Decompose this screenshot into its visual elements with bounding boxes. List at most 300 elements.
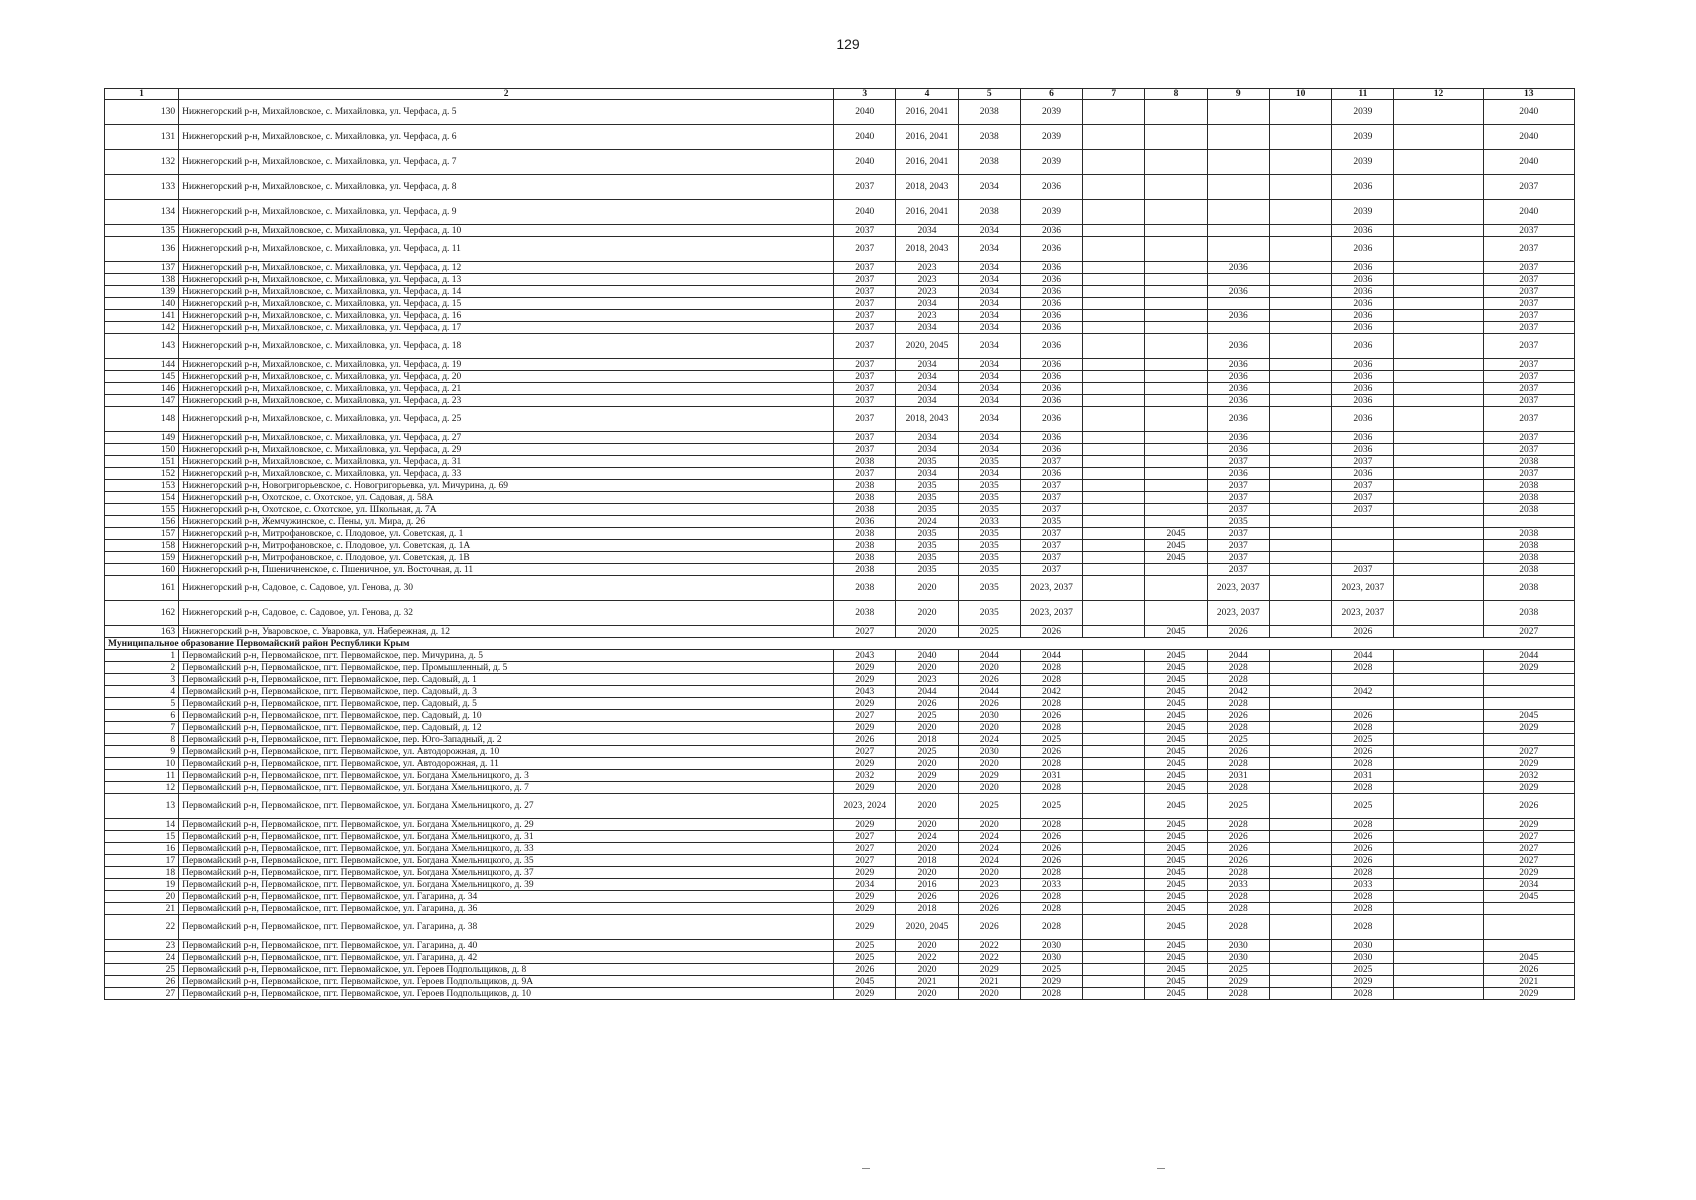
table-row [105,746,1575,758]
year-cell-c12 [1394,175,1483,200]
year-cell-c4: 2020 [896,843,958,855]
year-cell-c11 [1332,698,1394,710]
year-cell-c13: 2032 [1483,770,1574,782]
address-cell: Нижнегорский р-н, Михайловское, с. Михайловка, ул. Черфаса, д. 17 [179,322,834,334]
year-cell-c7 [1083,444,1145,456]
year-cell-c8: 2045 [1145,831,1207,843]
year-cell-c12 [1394,480,1483,492]
row-number-cell: 18 [105,867,179,879]
year-cell-c5: 2035 [958,540,1020,552]
year-cell-c13: 2045 [1483,891,1574,903]
year-cell-c10 [1269,237,1331,262]
year-cell-c11 [1332,674,1394,686]
year-cell-c11: 2039 [1332,200,1394,225]
row-number-cell: 157 [105,528,179,540]
section-header-row [105,638,1575,650]
year-cell-c13: 2045 [1483,952,1574,964]
year-cell-c11: 2037 [1332,564,1394,576]
year-cell-c6: 2028 [1020,722,1082,734]
year-cell-c8: 2045 [1145,662,1207,674]
year-cell-c9: 2037 [1207,564,1269,576]
row-number-cell: 138 [105,274,179,286]
column-header: 7 [1083,89,1145,100]
year-cell-c3: 2026 [834,734,896,746]
address-cell: Первомайский р-н, Первомайское, пгт. Первомайское, ул. Богдана Хмельницкого, д. 35 [179,855,834,867]
year-cell-c5: 2024 [958,831,1020,843]
year-cell-c9 [1207,274,1269,286]
year-cell-c5: 2034 [958,359,1020,371]
table-row [105,492,1575,504]
year-cell-c6: 2028 [1020,819,1082,831]
year-cell-c7 [1083,262,1145,274]
year-cell-c13: 2037 [1483,444,1574,456]
year-cell-c3: 2037 [834,262,896,274]
address-cell: Нижнегорский р-н, Жемчужинское, с. Пены, ул. Мира, д. 26 [179,516,834,528]
year-cell-c3: 2023, 2024 [834,794,896,819]
year-cell-c3: 2034 [834,879,896,891]
year-cell-c3: 2038 [834,601,896,626]
year-cell-c3: 2029 [834,722,896,734]
year-cell-c13: 2027 [1483,626,1574,638]
year-cell-c3: 2037 [834,310,896,322]
year-cell-c5: 2034 [958,237,1020,262]
year-cell-c12 [1394,952,1483,964]
year-cell-c5: 2020 [958,662,1020,674]
row-number-cell: 1 [105,650,179,662]
row-number-cell: 152 [105,468,179,480]
year-cell-c6: 2036 [1020,395,1082,407]
year-cell-c11: 2026 [1332,855,1394,867]
row-number-cell: 144 [105,359,179,371]
table-row [105,274,1575,286]
row-number-cell: 163 [105,626,179,638]
year-cell-c9: 2029 [1207,976,1269,988]
year-cell-c9: 2026 [1207,626,1269,638]
year-cell-c8: 2045 [1145,988,1207,1000]
row-number-cell: 150 [105,444,179,456]
year-cell-c6: 2037 [1020,504,1082,516]
year-cell-c3: 2038 [834,504,896,516]
year-cell-c5: 2029 [958,964,1020,976]
year-cell-c11: 2036 [1332,444,1394,456]
year-cell-c8: 2045 [1145,674,1207,686]
year-cell-c9: 2023, 2037 [1207,601,1269,626]
year-cell-c6: 2036 [1020,225,1082,237]
section-title: Муниципальное образование Первомайский район Республики Крым [105,638,1575,650]
year-cell-c12 [1394,298,1483,310]
year-cell-c12 [1394,359,1483,371]
year-cell-c7 [1083,516,1145,528]
year-cell-c7 [1083,322,1145,334]
year-cell-c6: 2036 [1020,444,1082,456]
column-header: 9 [1207,89,1269,100]
year-cell-c8: 2045 [1145,734,1207,746]
year-cell-c12 [1394,903,1483,915]
year-cell-c12 [1394,540,1483,552]
year-cell-c12 [1394,782,1483,794]
year-cell-c6: 2028 [1020,988,1082,1000]
year-cell-c7 [1083,819,1145,831]
year-cell-c13: 2037 [1483,359,1574,371]
year-cell-c6: 2036 [1020,310,1082,322]
year-cell-c5: 2034 [958,286,1020,298]
year-cell-c3: 2037 [834,468,896,480]
year-cell-c12 [1394,395,1483,407]
year-cell-c9: 2025 [1207,794,1269,819]
year-cell-c8: 2045 [1145,782,1207,794]
year-cell-c4: 2020 [896,576,958,601]
year-cell-c5: 2026 [958,915,1020,940]
year-cell-c11: 2026 [1332,746,1394,758]
column-header: 3 [834,89,896,100]
year-cell-c8 [1145,371,1207,383]
year-cell-c3: 2025 [834,952,896,964]
year-cell-c9: 2026 [1207,855,1269,867]
year-cell-c7 [1083,576,1145,601]
year-cell-c8 [1145,125,1207,150]
year-cell-c3: 2038 [834,480,896,492]
year-cell-c11 [1332,528,1394,540]
address-cell: Первомайский р-н, Первомайское, пгт. Первомайское, ул. Гагарина, д. 40 [179,940,834,952]
year-cell-c13: 2037 [1483,371,1574,383]
year-cell-c5: 2035 [958,492,1020,504]
year-cell-c3: 2040 [834,200,896,225]
year-cell-c13: 2021 [1483,976,1574,988]
year-cell-c7 [1083,758,1145,770]
column-header: 4 [896,89,958,100]
year-cell-c6: 2036 [1020,286,1082,298]
row-number-cell: 160 [105,564,179,576]
year-cell-c12 [1394,200,1483,225]
year-cell-c8: 2045 [1145,770,1207,782]
year-cell-c4: 2016 [896,879,958,891]
year-cell-c10 [1269,540,1331,552]
year-cell-c10 [1269,855,1331,867]
page-number: 129 [836,36,860,52]
year-cell-c13: 2027 [1483,746,1574,758]
year-cell-c4: 2020 [896,988,958,1000]
table-row [105,125,1575,150]
column-header: 13 [1483,89,1574,100]
year-cell-c6: 2026 [1020,746,1082,758]
row-number-cell: 9 [105,746,179,758]
year-cell-c13: 2044 [1483,650,1574,662]
year-cell-c9 [1207,125,1269,150]
row-number-cell: 16 [105,843,179,855]
year-cell-c13 [1483,734,1574,746]
year-cell-c6: 2036 [1020,262,1082,274]
year-cell-c10 [1269,552,1331,564]
address-cell: Первомайский р-н, Первомайское, пгт. Первомайское, пер. Промышленный, д. 5 [179,662,834,674]
year-cell-c10 [1269,903,1331,915]
year-cell-c11: 2025 [1332,964,1394,976]
year-cell-c12 [1394,964,1483,976]
year-cell-c8: 2045 [1145,891,1207,903]
row-number-cell: 148 [105,407,179,432]
year-cell-c12 [1394,662,1483,674]
address-cell: Нижнегорский р-н, Михайловское, с. Михайловка, ул. Черфаса, д. 33 [179,468,834,480]
table-row [105,310,1575,322]
year-cell-c8: 2045 [1145,540,1207,552]
year-cell-c8 [1145,407,1207,432]
year-cell-c12 [1394,915,1483,940]
year-cell-c9: 2028 [1207,915,1269,940]
year-cell-c8: 2045 [1145,794,1207,819]
year-cell-c8 [1145,322,1207,334]
year-cell-c11: 2036 [1332,310,1394,322]
year-cell-c13: 2029 [1483,782,1574,794]
year-cell-c8 [1145,468,1207,480]
address-cell: Нижнегорский р-н, Михайловское, с. Михайловка, ул. Черфаса, д. 8 [179,175,834,200]
year-cell-c10 [1269,650,1331,662]
year-cell-c9: 2037 [1207,540,1269,552]
year-cell-c9: 2026 [1207,843,1269,855]
repair-schedule-table [104,88,1575,1000]
year-cell-c3: 2027 [834,626,896,638]
year-cell-c13 [1483,674,1574,686]
year-cell-c8 [1145,480,1207,492]
table-row [105,940,1575,952]
year-cell-c5: 2020 [958,722,1020,734]
year-cell-c10 [1269,940,1331,952]
year-cell-c6: 2037 [1020,480,1082,492]
year-cell-c7 [1083,794,1145,819]
year-cell-c13: 2040 [1483,200,1574,225]
year-cell-c13: 2029 [1483,867,1574,879]
year-cell-c6: 2036 [1020,322,1082,334]
address-cell: Нижнегорский р-н, Михайловское, с. Михайловка, ул. Черфаса, д. 19 [179,359,834,371]
year-cell-c7 [1083,662,1145,674]
year-cell-c9: 2036 [1207,334,1269,359]
year-cell-c10 [1269,175,1331,200]
year-cell-c10 [1269,662,1331,674]
year-cell-c4: 2020 [896,819,958,831]
row-number-cell: 15 [105,831,179,843]
table-row [105,480,1575,492]
row-number-cell: 6 [105,710,179,722]
year-cell-c3: 2029 [834,988,896,1000]
year-cell-c13: 2037 [1483,274,1574,286]
table-row [105,964,1575,976]
year-cell-c12 [1394,794,1483,819]
year-cell-c7 [1083,976,1145,988]
table-row [105,564,1575,576]
year-cell-c10 [1269,891,1331,903]
year-cell-c12 [1394,444,1483,456]
year-cell-c12 [1394,274,1483,286]
year-cell-c8: 2045 [1145,710,1207,722]
year-cell-c6: 2029 [1020,976,1082,988]
year-cell-c10 [1269,758,1331,770]
year-cell-c12 [1394,334,1483,359]
year-cell-c7 [1083,879,1145,891]
year-cell-c8 [1145,359,1207,371]
year-cell-c9: 2036 [1207,371,1269,383]
address-cell: Первомайский р-н, Первомайское, пгт. Первомайское, ул. Богдана Хмельницкого, д. 29 [179,819,834,831]
year-cell-c13: 2038 [1483,540,1574,552]
year-cell-c4: 2018 [896,903,958,915]
table-row [105,150,1575,175]
row-number-cell: 162 [105,601,179,626]
table-row [105,504,1575,516]
year-cell-c12 [1394,407,1483,432]
year-cell-c3: 2037 [834,237,896,262]
year-cell-c9: 2025 [1207,964,1269,976]
address-cell: Нижнегорский р-н, Михайловское, с. Михайловка, ул. Черфаса, д. 31 [179,456,834,468]
year-cell-c5: 2034 [958,262,1020,274]
address-cell: Нижнегорский р-н, Михайловское, с. Михайловка, ул. Черфаса, д. 27 [179,432,834,444]
year-cell-c6: 2036 [1020,407,1082,432]
year-cell-c13: 2037 [1483,286,1574,298]
year-cell-c3: 2029 [834,915,896,940]
year-cell-c3: 2029 [834,698,896,710]
row-number-cell: 27 [105,988,179,1000]
year-cell-c10 [1269,492,1331,504]
year-cell-c8 [1145,310,1207,322]
year-cell-c11: 2028 [1332,903,1394,915]
address-cell: Первомайский р-н, Первомайское, пгт. Первомайское, ул. Автодорожная, д. 10 [179,746,834,758]
table-row [105,100,1575,125]
year-cell-c7 [1083,492,1145,504]
address-cell: Первомайский р-н, Первомайское, пгт. Первомайское, ул. Богдана Хмельницкого, д. 39 [179,879,834,891]
year-cell-c11: 2026 [1332,710,1394,722]
year-cell-c5: 2044 [958,650,1020,662]
row-number-cell: 154 [105,492,179,504]
year-cell-c4: 2034 [896,468,958,480]
year-cell-c5: 2034 [958,383,1020,395]
year-cell-c9: 2042 [1207,686,1269,698]
row-number-cell: 147 [105,395,179,407]
year-cell-c3: 2026 [834,964,896,976]
address-cell: Первомайский р-н, Первомайское, пгт. Первомайское, ул. Героев Подпольщиков, д. 8 [179,964,834,976]
year-cell-c3: 2037 [834,383,896,395]
year-cell-c10 [1269,952,1331,964]
address-cell: Нижнегорский р-н, Михайловское, с. Михайловка, ул. Черфаса, д. 21 [179,383,834,395]
year-cell-c13: 2038 [1483,456,1574,468]
year-cell-c6: 2026 [1020,831,1082,843]
year-cell-c4: 2024 [896,831,958,843]
table-row [105,383,1575,395]
year-cell-c5: 2034 [958,225,1020,237]
year-cell-c8: 2045 [1145,528,1207,540]
year-cell-c9: 2037 [1207,480,1269,492]
year-cell-c7 [1083,528,1145,540]
row-number-cell: 8 [105,734,179,746]
address-cell: Нижнегорский р-н, Садовое, с. Садовое, ул. Генова, д. 32 [179,601,834,626]
year-cell-c4: 2035 [896,480,958,492]
year-cell-c9: 2028 [1207,867,1269,879]
year-cell-c4: 2023 [896,674,958,686]
year-cell-c10 [1269,564,1331,576]
year-cell-c4: 2016, 2041 [896,125,958,150]
year-cell-c13: 2045 [1483,710,1574,722]
table-row [105,225,1575,237]
year-cell-c7 [1083,564,1145,576]
year-cell-c7 [1083,686,1145,698]
year-cell-c7 [1083,843,1145,855]
year-cell-c6: 2026 [1020,855,1082,867]
year-cell-c4: 2034 [896,432,958,444]
year-cell-c11: 2026 [1332,626,1394,638]
year-cell-c13 [1483,915,1574,940]
row-number-cell: 134 [105,200,179,225]
year-cell-c13: 2026 [1483,794,1574,819]
year-cell-c4: 2040 [896,650,958,662]
year-cell-c13: 2027 [1483,843,1574,855]
year-cell-c9 [1207,150,1269,175]
year-cell-c5: 2034 [958,432,1020,444]
address-cell: Нижнегорский р-н, Михайловское, с. Михайловка, ул. Черфаса, д. 14 [179,286,834,298]
row-number-cell: 156 [105,516,179,528]
year-cell-c3: 2037 [834,322,896,334]
year-cell-c3: 2027 [834,710,896,722]
table-row [105,782,1575,794]
row-number-cell: 19 [105,879,179,891]
year-cell-c6: 2033 [1020,879,1082,891]
row-number-cell: 158 [105,540,179,552]
year-cell-c12 [1394,746,1483,758]
year-cell-c5: 2035 [958,564,1020,576]
year-cell-c11: 2023, 2037 [1332,601,1394,626]
year-cell-c11: 2028 [1332,782,1394,794]
table-row [105,903,1575,915]
year-cell-c4: 2044 [896,686,958,698]
table-row [105,395,1575,407]
address-cell: Первомайский р-н, Первомайское, пгт. Первомайское, пер. Юго-Западный, д. 2 [179,734,834,746]
column-header: 12 [1394,89,1483,100]
table-row [105,867,1575,879]
year-cell-c8 [1145,504,1207,516]
year-cell-c5: 2035 [958,504,1020,516]
year-cell-c11: 2037 [1332,456,1394,468]
year-cell-c13 [1483,516,1574,528]
year-cell-c3: 2027 [834,843,896,855]
year-cell-c5: 2035 [958,552,1020,564]
year-cell-c13: 2038 [1483,504,1574,516]
table-row [105,528,1575,540]
address-cell: Нижнегорский р-н, Михайловское, с. Михайловка, ул. Черфаса, д. 12 [179,262,834,274]
year-cell-c13 [1483,686,1574,698]
year-cell-c9 [1207,322,1269,334]
year-cell-c12 [1394,504,1483,516]
year-cell-c6: 2035 [1020,516,1082,528]
year-cell-c12 [1394,686,1483,698]
year-cell-c6: 2036 [1020,383,1082,395]
year-cell-c12 [1394,674,1483,686]
year-cell-c11: 2028 [1332,867,1394,879]
year-cell-c4: 2020 [896,940,958,952]
year-cell-c13: 2037 [1483,322,1574,334]
year-cell-c4: 2026 [896,698,958,710]
year-cell-c10 [1269,200,1331,225]
year-cell-c6: 2028 [1020,891,1082,903]
year-cell-c4: 2020 [896,722,958,734]
table-row [105,175,1575,200]
year-cell-c4: 2025 [896,710,958,722]
year-cell-c11: 2044 [1332,650,1394,662]
year-cell-c5: 2020 [958,782,1020,794]
year-cell-c9: 2026 [1207,831,1269,843]
year-cell-c4: 2020 [896,794,958,819]
year-cell-c4: 2018 [896,734,958,746]
year-cell-c7 [1083,395,1145,407]
year-cell-c3: 2037 [834,395,896,407]
year-cell-c8: 2045 [1145,843,1207,855]
year-cell-c4: 2023 [896,310,958,322]
table-row [105,650,1575,662]
address-cell: Первомайский р-н, Первомайское, пгт. Первомайское, пер. Садовый, д. 12 [179,722,834,734]
year-cell-c10 [1269,576,1331,601]
